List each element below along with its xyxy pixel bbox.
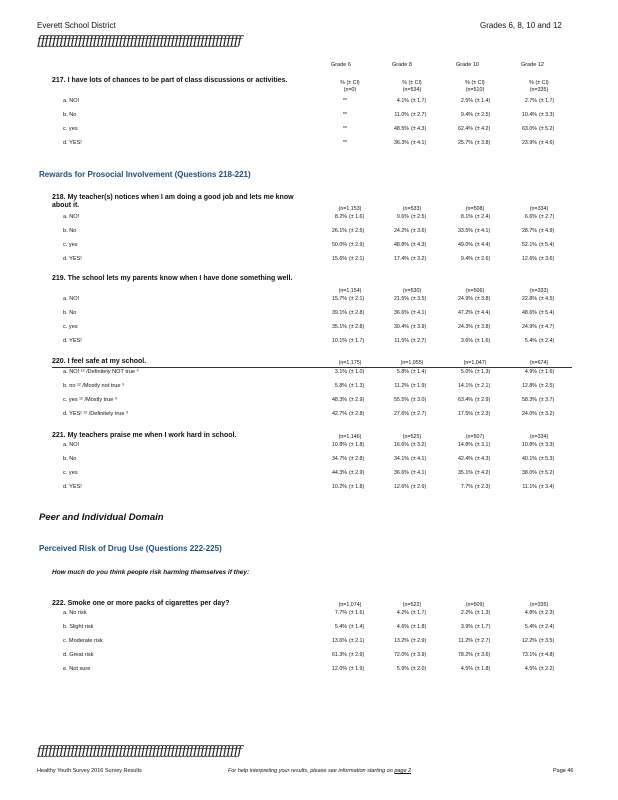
q218-cell-percent: 8.1% — [460, 214, 473, 220]
q222-cell-ci: (± 2.0) — [411, 666, 427, 672]
q219-cell-percent: 36.6% — [393, 310, 409, 316]
q222-cell-ci: (± 1.6) — [349, 610, 365, 616]
q222-cell-ci: (± 2.9) — [349, 652, 365, 658]
q217-cell-percent: ** — [342, 140, 347, 146]
q220-cell-ci: (± 1.0) — [349, 369, 365, 375]
q222-cell-percent: 72.0% — [393, 652, 409, 658]
q218-cell-ci: (± 2.4) — [475, 214, 491, 220]
q219-n-grade-col-1: (n=530) — [402, 288, 422, 294]
q222-cell-percent: 5.9% — [396, 666, 409, 672]
grade-8-header: Grade 8 — [392, 62, 412, 68]
q219-cell-percent: 48.6% — [521, 310, 537, 316]
q218-cell-ci: (± 3.6) — [411, 228, 427, 234]
q219-cell-ci: (± 3.8) — [475, 324, 491, 330]
q222-cell-ci: (± 3.9) — [411, 652, 427, 658]
q222-cell-ci: (± 1.4) — [349, 624, 365, 630]
q217-cell-ci: (± 4.2) — [475, 126, 491, 132]
q217-head-ci: % (± CI) — [402, 80, 422, 86]
q222-cell-ci: (± 1.7) — [411, 610, 427, 616]
q222-cell-percent: 12.0% — [331, 666, 347, 672]
q217-cell-percent: 36.3% — [393, 140, 409, 146]
q220-cell-ci: (± 1.4) — [411, 369, 427, 375]
q219-cell-ci: (± 1.6) — [475, 338, 491, 344]
q222-cell-ci: (± 1.9) — [349, 666, 365, 672]
q220-n-grade-col-2: (n=1,047) — [463, 360, 487, 366]
q220-cell-percent: 17.5% — [457, 411, 473, 417]
q217-head-ci: % (± CI) — [340, 80, 360, 86]
q219-option-label: a. NO! — [63, 296, 80, 302]
q220-cell-ci: (± 1.6) — [539, 369, 555, 375]
q222-cell-percent: 4.2% — [396, 610, 409, 616]
q222-cell-percent: 73.1% — [521, 652, 537, 658]
q219-cell-percent: 15.7% — [331, 296, 347, 302]
q221-cell-percent: 44.3% — [331, 470, 347, 476]
q219-cell-ci: (± 3.8) — [475, 296, 491, 302]
q219-cell-ci: (± 4.4) — [475, 310, 491, 316]
question-222: 222. Smoke one or more packs of cigarettes per day? — [52, 600, 230, 607]
q218-cell-percent: 26.1% — [331, 228, 347, 234]
q222-cell-ci: (± 4.8) — [539, 652, 555, 658]
q221-cell-ci: (± 3.3) — [539, 442, 555, 448]
q222-cell-ci: (± 1.8) — [411, 624, 427, 630]
q220-cell-percent: 4.9% — [524, 369, 537, 375]
q221-cell-ci: (± 4.1) — [411, 456, 427, 462]
footer-page-number: Page 46 — [553, 768, 574, 774]
q219-cell-percent: 21.5% — [393, 296, 409, 302]
q217-cell-ci: (± 5.2) — [539, 126, 555, 132]
q219-option-label: c. yes — [63, 324, 78, 330]
q221-cell-ci: (± 2.9) — [411, 484, 427, 490]
q219-cell-ci: (± 2.1) — [349, 296, 365, 302]
q219-cell-percent: 11.5% — [394, 338, 409, 344]
q220-cell-ci: (± 2.9) — [349, 397, 365, 403]
q222-cell-percent: 13.6% — [331, 638, 347, 644]
q221-cell-ci: (± 4.1) — [411, 470, 427, 476]
q217-cell-ci: (± 1.7) — [539, 98, 555, 104]
q217-cell-ci: (± 2.5) — [475, 112, 491, 118]
q221-cell-ci: (± 1.8) — [349, 484, 365, 490]
q218-cell-ci: (± 3.6) — [539, 256, 555, 262]
domain-title: Peer and Individual Domain — [39, 512, 164, 523]
q219-cell-ci: (± 2.8) — [349, 324, 365, 330]
q218-cell-ci: (± 2.7) — [539, 214, 555, 220]
q219-cell-ci: (± 3.9) — [411, 324, 427, 330]
q219-cell-ci: (± 3.5) — [411, 296, 427, 302]
q222-cell-percent: 11.2% — [458, 638, 473, 644]
q218-cell-ci: (± 2.5) — [349, 228, 365, 234]
q217-option-label: a. NO! — [63, 98, 80, 104]
q219-cell-ci: (± 4.5) — [539, 296, 555, 302]
q217-cell-percent: ** — [342, 112, 347, 118]
q218-cell-ci: (± 5.4) — [539, 242, 555, 248]
q220-cell-ci: (± 3.2) — [539, 411, 555, 417]
q220-cell-ci: (± 1.3) — [475, 369, 491, 375]
q222-cell-ci: (± 1.8) — [475, 666, 491, 672]
q221-cell-percent: 10.2% — [331, 484, 347, 490]
q217-cell-ci: (± 1.4) — [475, 98, 491, 104]
q220-cell-percent: 42.7% — [331, 411, 347, 417]
q220-cell-percent: 58.3% — [521, 397, 537, 403]
header-divider: ƒƒƒƒƒƒƒƒƒƒƒƒƒƒƒƒƒƒƒƒƒƒƒƒƒƒƒƒƒƒƒƒƒƒƒƒƒƒƒƒƒƒƒƒƒƒƒƒƒƒƒƒƒƒƒ — [37, 34, 242, 49]
q222-cell-ci: (± 2.4) — [539, 624, 555, 630]
district-name: Everett School District — [37, 21, 116, 30]
q217-head-ci: % (± CI) — [465, 80, 485, 86]
q218-cell-ci: (± 3.2) — [411, 256, 427, 262]
q221-cell-percent: 42.4% — [457, 456, 473, 462]
q221-n-grade-col-1: (n=525) — [402, 434, 422, 440]
q217-cell-percent: 62.4% — [457, 126, 473, 132]
q219-cell-ci: (± 5.4) — [539, 310, 555, 316]
q221-option-label: b. No — [63, 456, 77, 462]
q221-option-label: c. yes — [63, 470, 78, 476]
q219-cell-ci: (± 2.7) — [411, 338, 427, 344]
q222-cell-ci: (± 3.6) — [475, 652, 491, 658]
q218-cell-percent: 17.4% — [393, 256, 409, 262]
q220-cell-ci: (± 2.1) — [475, 383, 491, 389]
q222-option-label: d. Great risk — [63, 652, 94, 658]
question-219: 219. The school lets my parents know when I have done something well. — [52, 275, 293, 282]
q222-option-label: a. No risk — [63, 610, 87, 616]
q221-cell-percent: 14.8% — [457, 442, 473, 448]
q219-n-grade-col-3: (n=333) — [529, 288, 549, 294]
q218-cell-percent: 12.6% — [521, 256, 537, 262]
q221-cell-percent: 11.1% — [522, 484, 537, 490]
q218-cell-ci: (± 2.1) — [349, 256, 365, 262]
q221-option-label: d. YES! — [63, 484, 82, 490]
q222-cell-ci: (± 1.3) — [475, 610, 491, 616]
footer-page-link[interactable]: page 2 — [394, 768, 412, 774]
q221-n-grade-col-3: (n=334) — [529, 434, 549, 440]
q219-cell-percent: 47.2% — [457, 310, 473, 316]
footer-survey-title: Healthy Youth Survey 2016 Survey Results — [37, 768, 142, 774]
q220-cell-percent: 48.3% — [331, 397, 347, 403]
q217-cell-percent: 9.4% — [460, 112, 473, 118]
grades-label: Grades 6, 8, 10 and 12 — [480, 21, 562, 30]
q217-cell-percent: 25.7% — [457, 140, 473, 146]
q222-cell-ci: (± 2.1) — [349, 638, 365, 644]
q218-cell-percent: 33.5% — [457, 228, 473, 234]
q217-option-label: d. YES! — [63, 140, 82, 146]
q218-cell-ci: (± 1.6) — [349, 214, 365, 220]
q222-cell-percent: 4.8% — [524, 610, 537, 616]
q220-cell-ci: (± 2.7) — [411, 411, 427, 417]
q221-cell-percent: 10.8% — [521, 442, 537, 448]
q219-n-grade-col-0: (n=1,154) — [338, 288, 362, 294]
q220-cell-percent: 14.1% — [457, 383, 473, 389]
q217-cell-percent: ** — [342, 98, 347, 104]
q221-cell-percent: 36.6% — [393, 470, 409, 476]
q217-head-n: (n=510) — [465, 87, 485, 93]
q222-cell-ci: (± 2.3) — [539, 610, 555, 616]
q221-cell-percent: 34.1% — [393, 456, 409, 462]
q221-cell-percent: 12.6% — [393, 484, 409, 490]
q218-cell-ci: (± 4.1) — [475, 228, 491, 234]
q220-n-grade-col-3: (n=674) — [529, 360, 549, 366]
q219-cell-ci: (± 4.1) — [411, 310, 427, 316]
q217-head-n: (n=534) — [402, 87, 422, 93]
q220-cell-ci: (± 1.3) — [349, 383, 365, 389]
q219-cell-percent: 22.8% — [521, 296, 537, 302]
question-218: 218. My teacher(s) notices when I am doing a good job and lets me know about it. — [52, 194, 294, 209]
q222-option-label: e. Not sure — [63, 666, 91, 672]
q220-cell-percent: 5.8% — [334, 383, 347, 389]
q222-cell-ci: (± 3.5) — [539, 638, 555, 644]
q222-n-grade-col-3: (n=335) — [529, 602, 549, 608]
q219-cell-ci: (± 1.7) — [349, 338, 365, 344]
question-220: 220. I feel safe at my school. — [52, 358, 147, 365]
q220-cell-percent: 3.1% — [334, 369, 347, 375]
q218-cell-ci: (± 4.3) — [411, 242, 427, 248]
q218-n-grade-col-1: (n=533) — [402, 206, 422, 212]
q218-cell-percent: 15.6% — [331, 256, 347, 262]
q218-cell-percent: 6.6% — [524, 214, 537, 220]
q219-cell-percent: 24.9% — [521, 324, 537, 330]
q219-option-label: b. No — [63, 310, 77, 316]
q222-cell-percent: 61.3% — [331, 652, 347, 658]
q218-cell-ci: (± 2.5) — [411, 214, 427, 220]
q219-cell-percent: 24.9% — [457, 296, 473, 302]
q221-cell-percent: 7.7% — [460, 484, 473, 490]
q221-cell-ci: (± 2.9) — [349, 470, 365, 476]
q219-cell-percent: 5.4% — [524, 338, 537, 344]
q218-n-grade-col-2: (n=508) — [465, 206, 485, 212]
q219-n-grade-col-2: (n=506) — [465, 288, 485, 294]
q218-option-label: a. NO! — [63, 214, 80, 220]
grade-12-header: Grade 12 — [521, 62, 544, 68]
q219-cell-percent: 24.3% — [457, 324, 473, 330]
q220-cell-percent: 27.6% — [393, 411, 409, 417]
q218-option-label: d. YES! — [63, 256, 82, 262]
q221-cell-percent: 16.6% — [393, 442, 409, 448]
q217-cell-ci: (± 3.8) — [475, 140, 491, 146]
q217-head-ci: % (± CI) — [529, 80, 549, 86]
q217-cell-percent: 2.7% — [524, 98, 537, 104]
q221-cell-ci: (± 1.8) — [349, 442, 365, 448]
q218-cell-ci: (± 2.9) — [349, 242, 365, 248]
q220-option-label: b. no ¹² /Mostly not true ³ — [63, 383, 124, 389]
q221-cell-ci: (± 5.2) — [539, 470, 555, 476]
q219-cell-percent: 35.1% — [331, 324, 347, 330]
q220-cell-ci: (± 2.9) — [475, 397, 491, 403]
q217-cell-ci: (± 4.6) — [539, 140, 555, 146]
q221-cell-percent: 10.8% — [331, 442, 347, 448]
q218-cell-percent: 50.0% — [331, 242, 347, 248]
q221-cell-percent: 34.7% — [331, 456, 347, 462]
q220-option-label: a. NO! ¹² /Definitely NOT true ³ — [63, 369, 139, 375]
q217-option-label: c. yes — [63, 126, 78, 132]
q220-option-label: c. yes ¹² /Mostly true ³ — [63, 397, 117, 403]
q221-option-label: a. NO! — [63, 442, 80, 448]
q222-cell-percent: 3.9% — [460, 624, 473, 630]
q222-n-grade-col-0: (n=1,074) — [338, 602, 362, 608]
risk-prompt: How much do you think people risk harming themselves if they: — [52, 569, 250, 576]
q219-cell-ci: (± 2.4) — [539, 338, 555, 344]
q220-cell-percent: 24.0% — [521, 411, 537, 417]
q219-cell-percent: 10.1% — [331, 338, 347, 344]
q219-cell-percent: 30.4% — [393, 324, 409, 330]
q221-cell-percent: 38.0% — [521, 470, 537, 476]
q220-cell-ci: (± 1.9) — [411, 383, 427, 389]
q218-option-label: b. No — [63, 228, 77, 234]
footer-help-label: For help interpreting your results, please see information starting on — [228, 768, 393, 774]
q221-cell-ci: (± 2.3) — [475, 484, 491, 490]
q222-cell-percent: 12.2% — [521, 638, 537, 644]
q221-cell-percent: 35.1% — [457, 470, 473, 476]
q221-n-grade-col-2: (n=507) — [465, 434, 485, 440]
q218-cell-percent: 48.8% — [393, 242, 409, 248]
q218-n-grade-col-0: (n=1,153) — [338, 206, 362, 212]
q218-cell-percent: 49.0% — [457, 242, 473, 248]
q218-cell-percent: 8.2% — [334, 214, 347, 220]
q217-cell-percent: 23.9% — [521, 140, 537, 146]
q222-cell-ci: (± 1.7) — [475, 624, 491, 630]
q222-cell-ci: (± 2.7) — [475, 638, 491, 644]
q222-cell-ci: (± 2.9) — [411, 638, 427, 644]
question-221: 221. My teachers praise me when I work hard in school. — [52, 432, 237, 439]
q217-cell-percent: 63.0% — [521, 126, 537, 132]
grade-10-header: Grade 10 — [456, 62, 479, 68]
q217-cell-ci: (± 4.1) — [411, 140, 427, 146]
grade-6-header: Grade 6 — [331, 62, 351, 68]
q222-cell-percent: 13.2% — [393, 638, 409, 644]
question-217: 217. I have lots of chances to be part of class discussions or activities. — [52, 77, 288, 84]
q217-cell-ci: (± 1.7) — [411, 98, 427, 104]
q220-cell-ci: (± 2.8) — [349, 411, 365, 417]
q220-option-label: d. YES! ¹² /Definitely true ³ — [63, 411, 128, 417]
section-title-perceived-risk: Perceived Risk of Drug Use (Questions 222-225) — [39, 544, 222, 553]
q219-cell-ci: (± 2.8) — [349, 310, 365, 316]
section-title-rewards: Rewards for Prosocial Involvement (Questions 218-221) — [39, 170, 251, 179]
q221-cell-ci: (± 5.3) — [539, 456, 555, 462]
q222-cell-percent: 2.2% — [460, 610, 473, 616]
q218-cell-ci: (± 2.6) — [475, 256, 491, 262]
footer-help-text — [228, 768, 411, 774]
q222-n-grade-col-1: (n=522) — [402, 602, 422, 608]
q222-cell-percent: 5.4% — [334, 624, 347, 630]
q218-option-label: c. yes — [63, 242, 78, 248]
q222-cell-percent: 4.6% — [396, 624, 409, 630]
q217-cell-ci: (± 3.3) — [539, 112, 555, 118]
q220-cell-percent: 55.5% — [393, 397, 409, 403]
q221-cell-ci: (± 3.2) — [411, 442, 427, 448]
q217-cell-percent: 4.1% — [396, 98, 409, 104]
q222-option-label: c. Moderate risk — [63, 638, 103, 644]
q218-cell-percent: 52.1% — [521, 242, 537, 248]
q217-cell-ci: (± 4.3) — [411, 126, 427, 132]
q217-head-n: (n=335) — [529, 87, 549, 93]
q220-cell-ci: (± 2.3) — [475, 411, 491, 417]
question-220-underline — [52, 367, 572, 368]
q219-cell-ci: (± 4.7) — [539, 324, 555, 330]
q222-cell-percent: 7.7% — [334, 610, 347, 616]
q220-cell-ci: (± 3.0) — [411, 397, 427, 403]
q220-n-grade-col-1: (n=1,055) — [400, 360, 424, 366]
q218-cell-percent: 9.6% — [396, 214, 409, 220]
q220-n-grade-col-0: (n=1,175) — [338, 360, 362, 366]
q221-cell-ci: (± 2.8) — [349, 456, 365, 462]
q219-cell-percent: 3.6% — [460, 338, 473, 344]
q220-cell-percent: 11.2% — [394, 383, 409, 389]
q220-cell-ci: (± 3.7) — [539, 397, 555, 403]
q218-n-grade-col-3: (n=334) — [529, 206, 549, 212]
q217-cell-percent: ** — [342, 126, 347, 132]
q221-cell-ci: (± 4.2) — [475, 470, 491, 476]
q218-cell-percent: 28.7% — [521, 228, 537, 234]
q218-cell-ci: (± 4.9) — [539, 228, 555, 234]
q222-cell-ci: (± 2.2) — [539, 666, 555, 672]
q221-cell-ci: (± 3.4) — [539, 484, 555, 490]
q217-cell-percent: 48.5% — [393, 126, 409, 132]
q218-cell-percent: 24.2% — [393, 228, 409, 234]
q217-option-label: b. No — [63, 112, 77, 118]
q220-cell-percent: 5.8% — [396, 369, 409, 375]
q218-cell-ci: (± 4.4) — [475, 242, 491, 248]
q219-cell-percent: 39.1% — [331, 310, 347, 316]
q217-cell-ci: (± 2.7) — [411, 112, 427, 118]
q222-cell-percent: 5.4% — [524, 624, 537, 630]
q220-cell-ci: (± 2.5) — [539, 383, 555, 389]
q217-head-n: (n=0) — [343, 87, 357, 93]
q222-cell-percent: 78.2% — [457, 652, 473, 658]
q217-cell-percent: 10.4% — [521, 112, 537, 118]
q221-cell-ci: (± 3.1) — [475, 442, 491, 448]
q222-cell-percent: 4.5% — [524, 666, 537, 672]
q220-cell-percent: 5.0% — [460, 369, 473, 375]
footer-divider: ƒƒƒƒƒƒƒƒƒƒƒƒƒƒƒƒƒƒƒƒƒƒƒƒƒƒƒƒƒƒƒƒƒƒƒƒƒƒƒƒƒƒƒƒƒƒƒƒƒƒƒƒƒƒƒ — [37, 744, 242, 759]
q217-cell-percent: 11.0% — [394, 112, 409, 118]
q222-cell-percent: 4.5% — [460, 666, 473, 672]
q220-cell-percent: 63.4% — [457, 397, 473, 403]
q218-cell-percent: 9.4% — [460, 256, 473, 262]
q221-n-grade-col-0: (n=1,146) — [338, 434, 362, 440]
q221-cell-ci: (± 4.3) — [475, 456, 491, 462]
q222-option-label: b. Slight risk — [63, 624, 94, 630]
q219-option-label: d. YES! — [63, 338, 82, 344]
q220-cell-percent: 12.8% — [521, 383, 537, 389]
q222-n-grade-col-2: (n=509) — [465, 602, 485, 608]
q221-cell-percent: 40.1% — [521, 456, 537, 462]
q217-cell-percent: 2.5% — [460, 98, 473, 104]
